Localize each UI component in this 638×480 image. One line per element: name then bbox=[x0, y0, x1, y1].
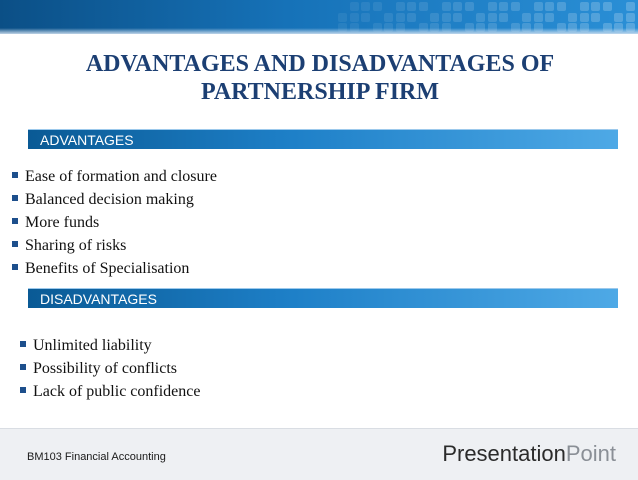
list-item bbox=[12, 257, 217, 280]
square-bullet-icon bbox=[12, 218, 18, 224]
advantages-heading: ADVANTAGES bbox=[28, 129, 618, 149]
list-item-text: Benefits of Specialisation bbox=[25, 260, 190, 277]
decorative-tile bbox=[488, 13, 497, 22]
decorative-tile bbox=[396, 13, 405, 22]
decorative-tile bbox=[614, 13, 623, 22]
list-item bbox=[20, 380, 200, 403]
square-bullet-icon bbox=[20, 341, 26, 347]
decorative-tile bbox=[453, 13, 462, 22]
square-bullet-icon bbox=[12, 172, 18, 178]
decorative-tile bbox=[511, 2, 520, 11]
list-item bbox=[20, 334, 200, 357]
brand-logo bbox=[442, 441, 616, 467]
decorative-tile bbox=[396, 2, 405, 11]
decorative-tile bbox=[534, 13, 543, 22]
decorative-tile bbox=[499, 13, 508, 22]
decorative-tile bbox=[453, 2, 462, 11]
list-item-text: Unlimited liability bbox=[33, 337, 152, 354]
decorative-tile bbox=[580, 13, 589, 22]
list-item bbox=[12, 165, 217, 188]
decorative-tile bbox=[338, 13, 347, 22]
list-item-text: Possibility of conflicts bbox=[33, 360, 177, 377]
decorative-tile bbox=[384, 13, 393, 22]
square-bullet-icon bbox=[20, 364, 26, 370]
brand-part1: Presentation bbox=[442, 441, 566, 466]
list-item bbox=[12, 211, 217, 234]
list-item-text: Sharing of risks bbox=[25, 237, 127, 254]
decorative-tile bbox=[499, 2, 508, 11]
list-item bbox=[12, 234, 217, 257]
list-item bbox=[12, 188, 217, 211]
decorative-tile bbox=[488, 2, 497, 11]
brand-part2: Point bbox=[565, 441, 616, 466]
list-item-text: Balanced decision making bbox=[25, 191, 194, 208]
decorative-tile bbox=[534, 2, 543, 11]
list-item-text: Lack of public confidence bbox=[33, 383, 201, 400]
disadvantages-list bbox=[20, 334, 200, 403]
decorative-tile bbox=[407, 2, 416, 11]
decorative-tile bbox=[591, 2, 600, 11]
advantages-list bbox=[12, 165, 217, 280]
decorative-tile bbox=[476, 13, 485, 22]
decorative-tile bbox=[361, 2, 370, 11]
decorative-tile bbox=[350, 2, 359, 11]
decorative-tile bbox=[626, 2, 635, 11]
disadvantages-heading: DISADVANTAGES bbox=[28, 288, 618, 308]
decorative-tile bbox=[419, 2, 428, 11]
decorative-tile bbox=[545, 13, 554, 22]
decorative-tile bbox=[568, 13, 577, 22]
square-bullet-icon bbox=[12, 264, 18, 270]
list-item-text: More funds bbox=[25, 214, 100, 231]
decorative-tile bbox=[407, 13, 416, 22]
decorative-tile bbox=[350, 13, 359, 22]
footer bbox=[0, 428, 638, 480]
square-bullet-icon bbox=[20, 387, 26, 393]
decorative-tile bbox=[442, 13, 451, 22]
decorative-tile bbox=[557, 2, 566, 11]
decorative-tile bbox=[522, 13, 531, 22]
decorative-tile bbox=[603, 2, 612, 11]
decorative-tile bbox=[373, 2, 382, 11]
decorative-tile bbox=[442, 2, 451, 11]
square-bullet-icon bbox=[12, 241, 18, 247]
decorative-tile bbox=[591, 13, 600, 22]
header-banner bbox=[0, 0, 638, 34]
slide-title: ADVANTAGES AND DISADVANTAGES OF PARTNERSHIP FIRM bbox=[85, 51, 555, 105]
list-item-text: Ease of formation and closure bbox=[25, 168, 217, 185]
decorative-tile bbox=[626, 13, 635, 22]
decorative-tile bbox=[580, 2, 589, 11]
square-bullet-icon bbox=[12, 195, 18, 201]
decorative-tile bbox=[465, 2, 474, 11]
decorative-tile bbox=[430, 13, 439, 22]
list-item bbox=[20, 357, 200, 380]
course-label: BM103 Financial Accounting bbox=[27, 451, 166, 463]
decorative-tile bbox=[361, 13, 370, 22]
decorative-tile bbox=[545, 2, 554, 11]
